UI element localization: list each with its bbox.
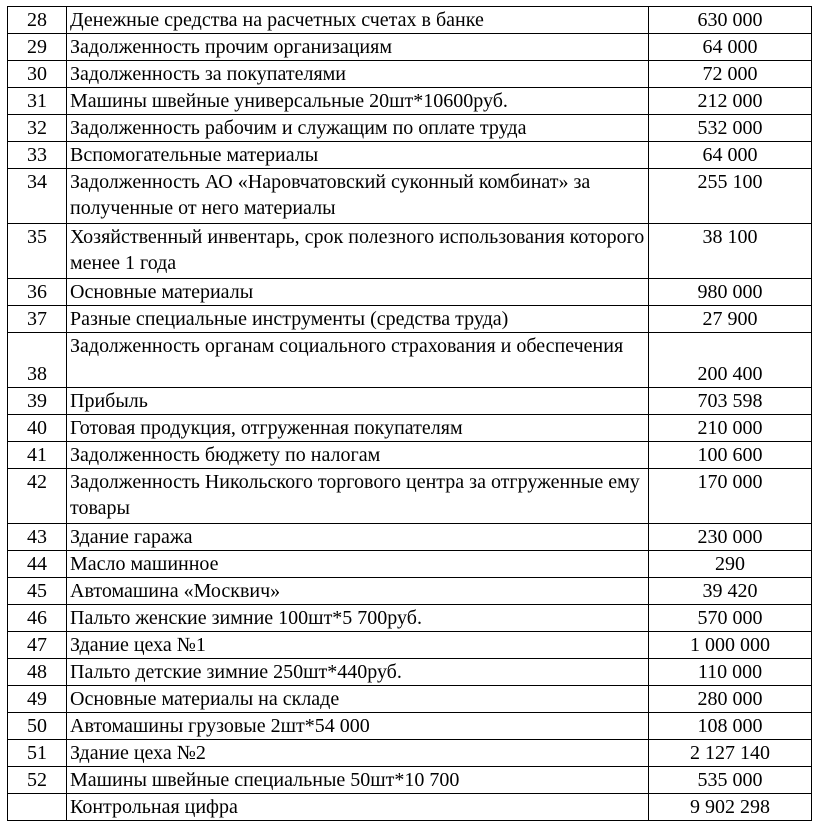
table-row — [8, 442, 812, 469]
row-description: Вспомогательные материалы — [67, 142, 649, 169]
row-value: 212 000 — [649, 88, 812, 115]
row-value: 210 000 — [649, 415, 812, 442]
row-value: 108 000 — [649, 713, 812, 740]
row-number: 41 — [8, 442, 67, 469]
table-row — [8, 142, 812, 169]
row-value: 255 100 — [649, 169, 812, 224]
row-number: 49 — [8, 686, 67, 713]
row-value: 2 127 140 — [649, 740, 812, 767]
row-value: 535 000 — [649, 767, 812, 794]
total-row — [8, 794, 812, 821]
table-row — [8, 632, 812, 659]
row-description: Автомашины грузовые 2шт*54 000 — [67, 713, 649, 740]
table-row — [8, 524, 812, 551]
accounts-table — [7, 6, 812, 821]
row-value: 39 420 — [649, 578, 812, 605]
row-value: 532 000 — [649, 115, 812, 142]
row-description: Задолженность прочим организациям — [67, 34, 649, 61]
row-number: 50 — [8, 713, 67, 740]
table-row — [8, 578, 812, 605]
row-value: 980 000 — [649, 279, 812, 306]
row-number: 30 — [8, 61, 67, 88]
row-number: 36 — [8, 279, 67, 306]
table-row — [8, 115, 812, 142]
row-description: Задолженность АО «Наровчатовский суконный комбинат» за полученные от него материалы — [67, 169, 649, 224]
row-number: 28 — [8, 7, 67, 34]
row-value: 570 000 — [649, 605, 812, 632]
row-description: Прибыль — [67, 388, 649, 415]
row-description: Автомашина «Москвич» — [67, 578, 649, 605]
table-row — [8, 333, 812, 388]
row-value: 630 000 — [649, 7, 812, 34]
row-number: 51 — [8, 740, 67, 767]
row-value: 170 000 — [649, 469, 812, 524]
row-number: 52 — [8, 767, 67, 794]
row-description: Пальто женские зимние 100шт*5 700руб. — [67, 605, 649, 632]
row-number: 38 — [8, 333, 67, 388]
row-value: 110 000 — [649, 659, 812, 686]
row-number: 34 — [8, 169, 67, 224]
row-number: 29 — [8, 34, 67, 61]
row-number: 42 — [8, 469, 67, 524]
row-description: Готовая продукция, отгруженная покупателям — [67, 415, 649, 442]
row-description: Задолженность рабочим и служащим по оплате труда — [67, 115, 649, 142]
row-description: Здание гаража — [67, 524, 649, 551]
row-number: 47 — [8, 632, 67, 659]
row-number: 33 — [8, 142, 67, 169]
row-number: 35 — [8, 224, 67, 279]
row-number — [8, 794, 67, 821]
row-description: Задолженность за покупателями — [67, 61, 649, 88]
row-description: Задолженность органам социального страхования и обеспечения — [67, 333, 649, 388]
row-description: Задолженность бюджету по налогам — [67, 442, 649, 469]
table-row — [8, 169, 812, 224]
table-row — [8, 388, 812, 415]
row-value: 703 598 — [649, 388, 812, 415]
row-value: 230 000 — [649, 524, 812, 551]
row-value: 38 100 — [649, 224, 812, 279]
table-row — [8, 415, 812, 442]
row-description: Масло машинное — [67, 551, 649, 578]
row-value: 64 000 — [649, 142, 812, 169]
table-row — [8, 7, 812, 34]
row-number: 44 — [8, 551, 67, 578]
row-number: 43 — [8, 524, 67, 551]
row-value: 27 900 — [649, 306, 812, 333]
row-number: 37 — [8, 306, 67, 333]
table-row — [8, 61, 812, 88]
row-description: Хозяйственный инвентарь, срок полезного использования которого менее 1 года — [67, 224, 649, 279]
row-description: Машины швейные универсальные 20шт*10600руб. — [67, 88, 649, 115]
row-number: 46 — [8, 605, 67, 632]
table-row — [8, 224, 812, 279]
row-number: 45 — [8, 578, 67, 605]
row-number: 39 — [8, 388, 67, 415]
row-description: Разные специальные инструменты (средства труда) — [67, 306, 649, 333]
row-value: 200 400 — [649, 333, 812, 388]
table-row — [8, 740, 812, 767]
row-description: Пальто детские зимние 250шт*440руб. — [67, 659, 649, 686]
row-value: 1 000 000 — [649, 632, 812, 659]
table-row — [8, 279, 812, 306]
table-row — [8, 686, 812, 713]
row-value: 290 — [649, 551, 812, 578]
table-row — [8, 551, 812, 578]
row-number: 48 — [8, 659, 67, 686]
row-number: 40 — [8, 415, 67, 442]
total-value: 9 902 298 — [649, 794, 812, 821]
table-row — [8, 88, 812, 115]
table-row — [8, 767, 812, 794]
table-row — [8, 659, 812, 686]
row-description: Денежные средства на расчетных счетах в банке — [67, 7, 649, 34]
row-description: Основные материалы на складе — [67, 686, 649, 713]
table-row — [8, 469, 812, 524]
row-number: 32 — [8, 115, 67, 142]
row-description: Основные материалы — [67, 279, 649, 306]
table-row — [8, 605, 812, 632]
row-description: Задолженность Никольского торгового центра за отгруженные ему товары — [67, 469, 649, 524]
row-number: 31 — [8, 88, 67, 115]
row-description: Здание цеха №2 — [67, 740, 649, 767]
row-value: 280 000 — [649, 686, 812, 713]
row-value: 64 000 — [649, 34, 812, 61]
table-row — [8, 306, 812, 333]
row-value: 72 000 — [649, 61, 812, 88]
table-row — [8, 34, 812, 61]
row-description: Здание цеха №1 — [67, 632, 649, 659]
total-label: Контрольная цифра — [67, 794, 649, 821]
table-row — [8, 713, 812, 740]
row-value: 100 600 — [649, 442, 812, 469]
row-description: Машины швейные специальные 50шт*10 700 — [67, 767, 649, 794]
